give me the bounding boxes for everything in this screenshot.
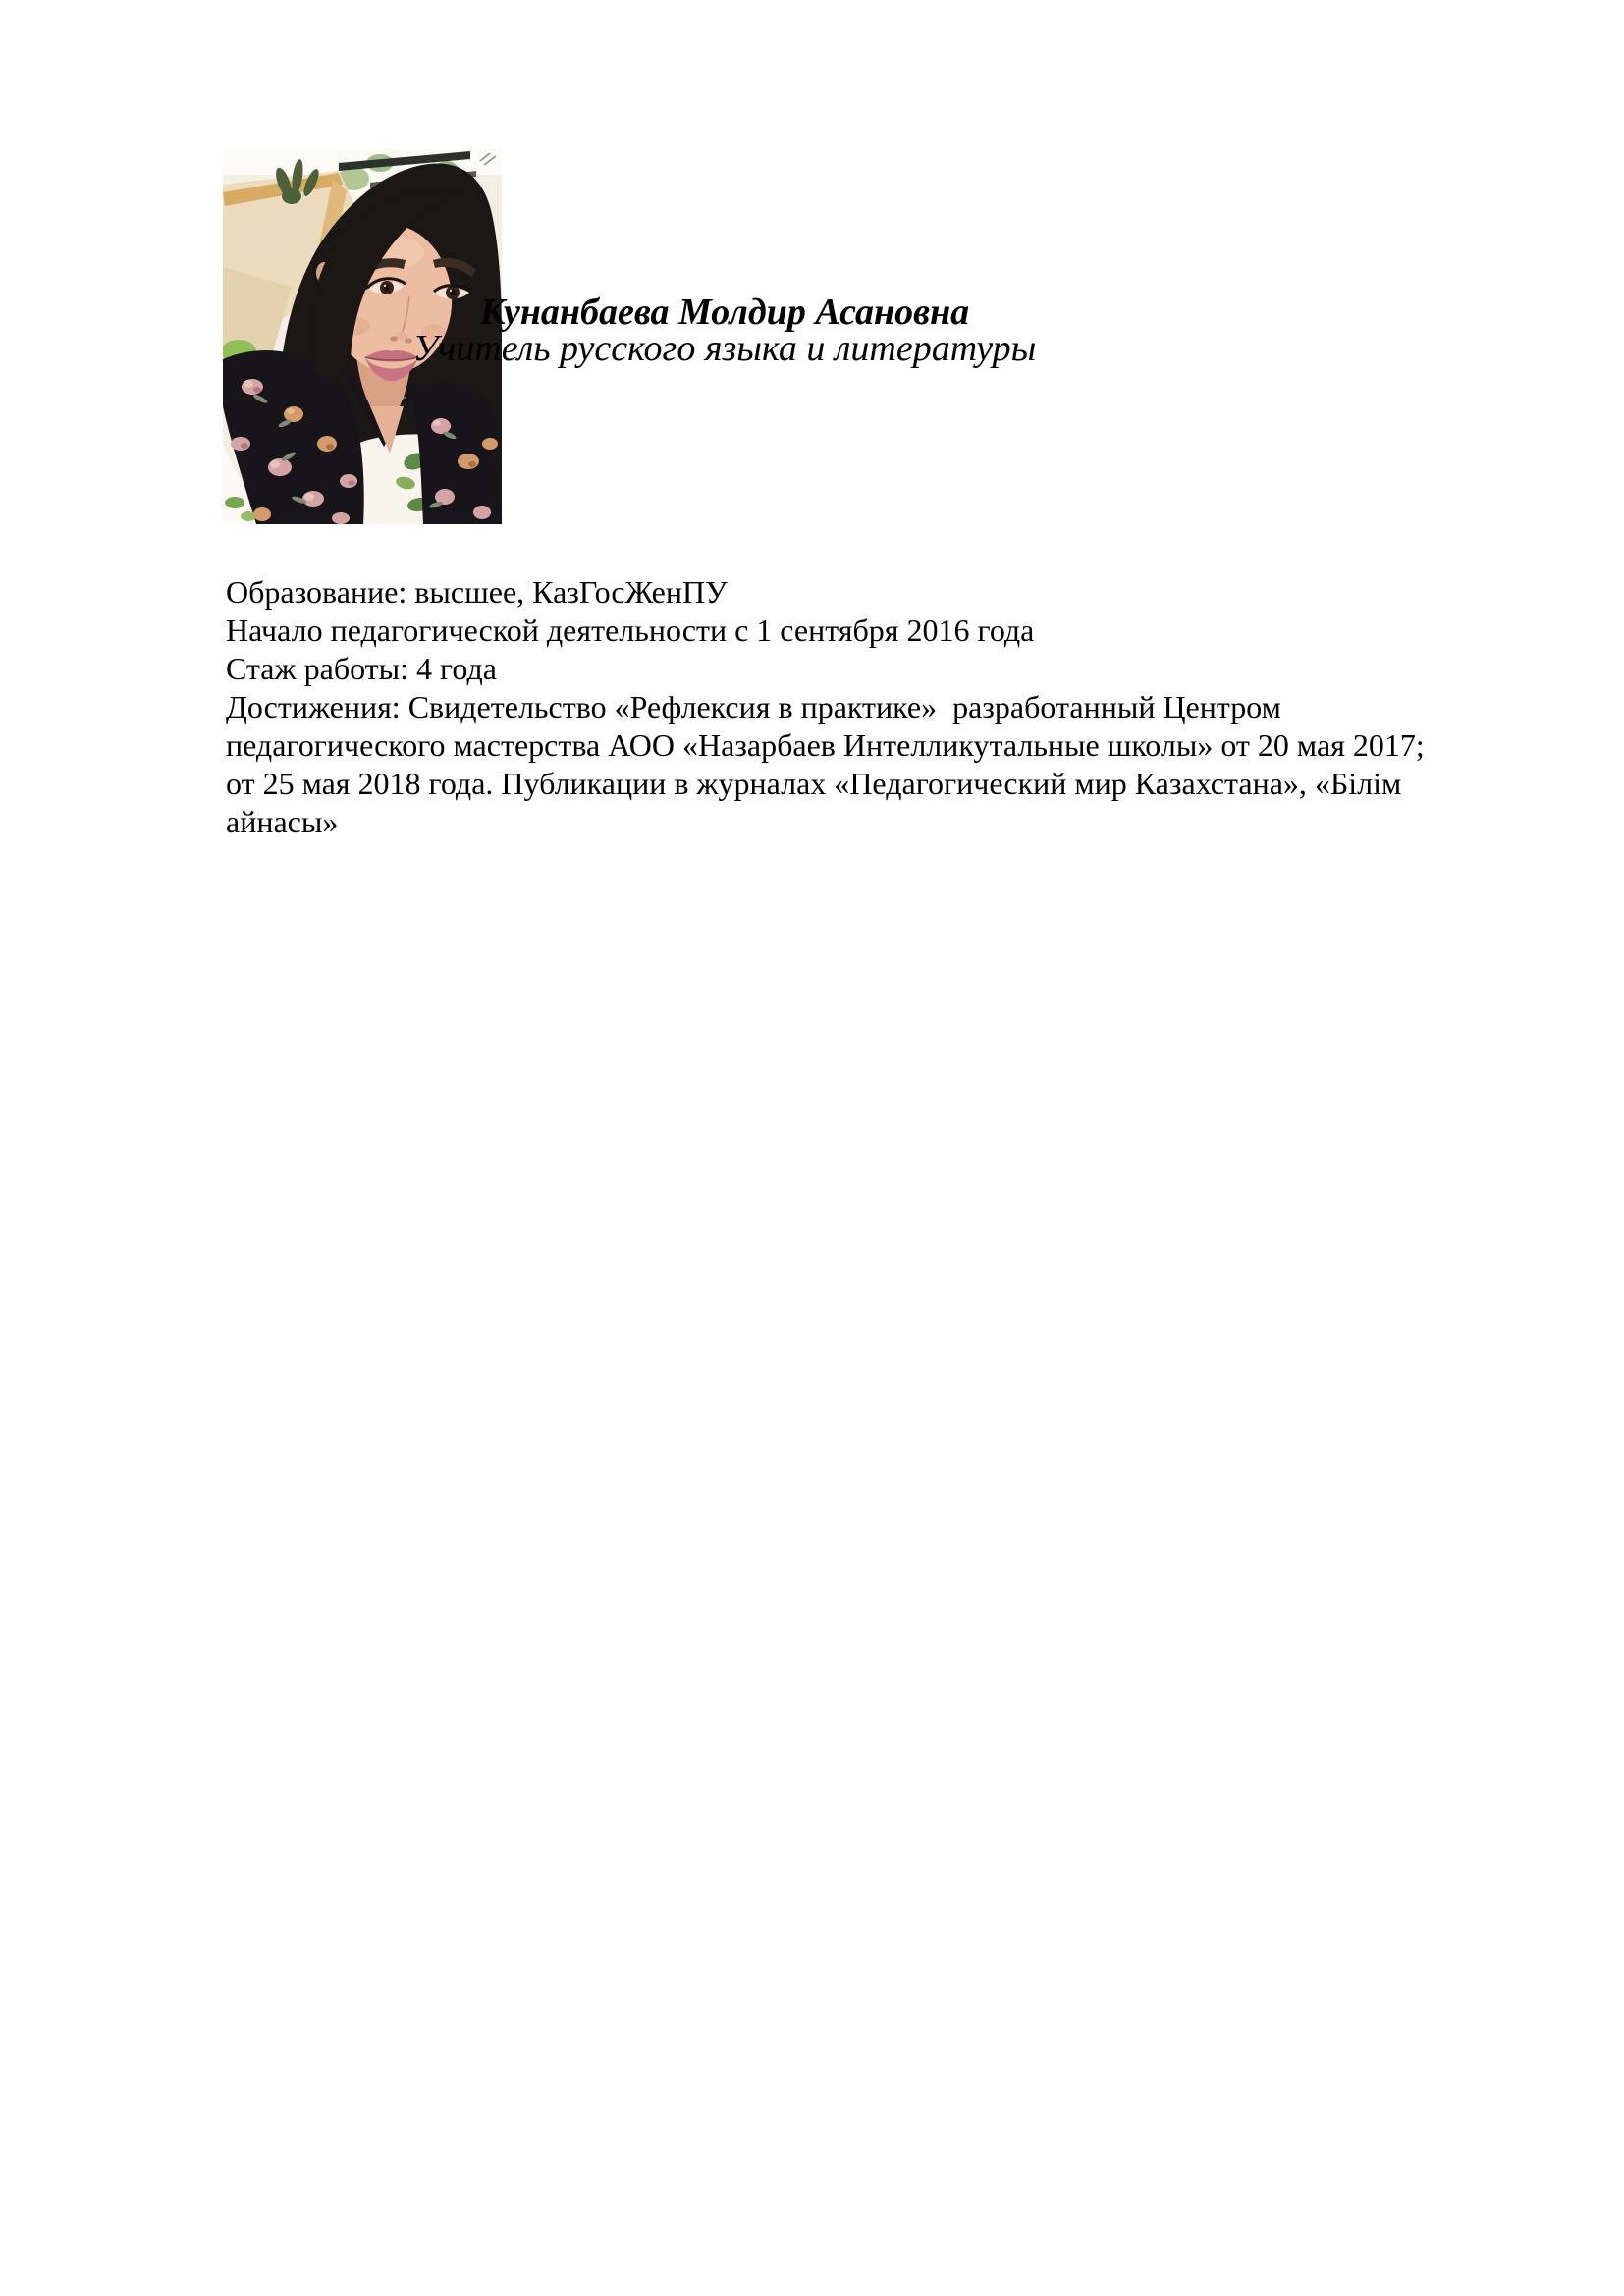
profile-header — [381, 294, 1068, 367]
bio-line-achievements-3: от 25 мая 2018 года. Публикации в журналах «Педагогический мир Казахстана», «Білім — [226, 766, 1402, 801]
bio-line-career-start: Начало педагогической деятельности с 1 сентября 2016 года — [226, 613, 1035, 648]
bio-line-achievements-1: Достижения: Свидетельство «Рефлексия в практике» разработанный Центром — [226, 689, 1281, 724]
bio-line-education: Образование: высшее, КазГосЖенПУ — [226, 574, 728, 610]
bio-line-experience: Стаж работы: 4 года — [226, 651, 497, 686]
bio-line-achievements-4: айнасы» — [226, 804, 339, 839]
person-role: Учитель русского языка и литературы — [412, 328, 1037, 369]
person-name: Кунанбаева Молдир Асановна — [479, 292, 970, 333]
bio-line-achievements-2: педагогического мастерства АОО «Назарбаев Интелликутальные школы» от 20 мая 2017; — [226, 727, 1425, 763]
bio-text — [226, 573, 1542, 841]
